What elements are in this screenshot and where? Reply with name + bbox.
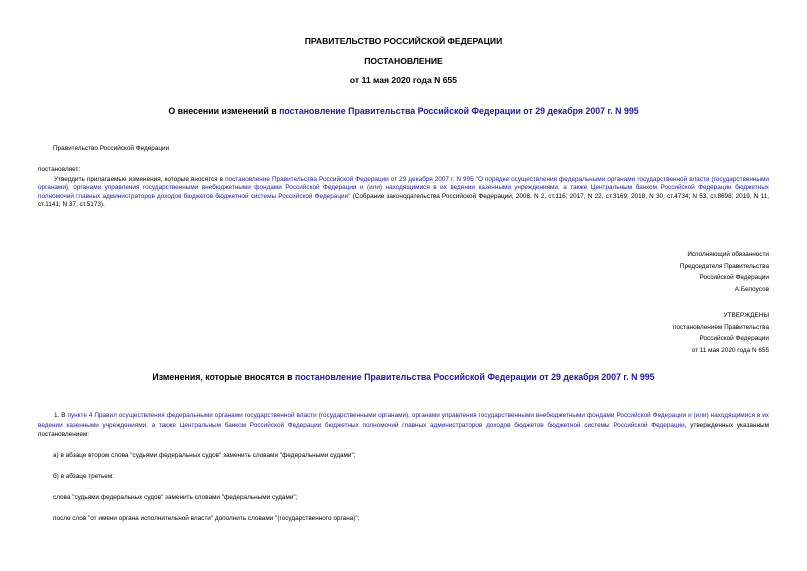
change-item-1-text-a: 1. В bbox=[54, 412, 68, 419]
change-sub-a: а) в абзаце втором слова "судьями федеральных судов" заменить словами "федеральными судами"; bbox=[53, 452, 356, 459]
resolves-text: постановляет: bbox=[38, 166, 81, 173]
government-heading: ПРАВИТЕЛЬСТВО РОССИЙСКОЙ ФЕДЕРАЦИИ bbox=[304, 36, 503, 46]
signature-line-1: Исполняющий обязанности bbox=[687, 251, 769, 258]
issuer-text: Правительство Российской Федерации bbox=[53, 145, 170, 152]
change-sub-b: б) в абзаце третьем: bbox=[53, 473, 115, 480]
resolution-text-a: Утвердить прилагаемые изменения, которые вносятся в bbox=[54, 176, 226, 183]
resolution-text-b: (Собрание законодательства Российской Федерации, 2008, N 2, ст.116; 2017, N 22, ст.3169; 2018, N 30, ст.4734; N 53, ст.8698; 2019, N 11, ст.1141; N 37, ст.5173). bbox=[38, 192, 769, 209]
approved-line-3: Российской Федерации bbox=[699, 335, 769, 342]
change-sub-b1: слова "судьями федеральных судов" заменить словами "федеральными судами"; bbox=[53, 494, 298, 501]
signature-block bbox=[560, 249, 769, 295]
approved-block bbox=[560, 310, 769, 356]
signature-line-2: Председателя Правительства bbox=[679, 262, 769, 270]
changes-title-prefix: Изменения, которые вносятся в bbox=[152, 372, 295, 382]
document-type: ПОСТАНОВЛЕНИЕ bbox=[364, 56, 443, 66]
changes-title bbox=[0, 372, 807, 382]
change-item-1-link[interactable]: пункте 4 Правил осуществления федеральными органами государственной власти (государственными органами), органами управления государственными внебюджетными фондами Российской Федерации и (или) находящимися в их ведении казенными учреждениями, а также Центральным банком Российской Федерации бюджетных полномочий главных администраторов доходов бюджетов бюджетной системы Российской Федерации bbox=[38, 412, 769, 429]
change-sub-b2: после слов "от имени органа исполнительной власти" дополнить словами "(государственного органа)"; bbox=[53, 515, 360, 522]
resolution-paragraph bbox=[38, 176, 769, 210]
document-title-prefix: О внесении изменений в bbox=[168, 106, 280, 116]
approved-line-2: постановлением Правительства bbox=[673, 323, 769, 331]
change-item-1-text-b: , утвержденных указанным постановлением: bbox=[38, 421, 769, 439]
document-date-number: от 11 мая 2020 года N 655 bbox=[349, 75, 458, 85]
signature-line-3: Российской Федерации bbox=[699, 274, 769, 281]
document-title bbox=[0, 106, 807, 116]
approved-line-1: УТВЕРЖДЕНЫ bbox=[723, 312, 769, 319]
change-item-1 bbox=[38, 411, 769, 440]
approved-line-4: от 11 мая 2020 года N 655 bbox=[691, 346, 769, 354]
resolution-link[interactable]: постановление Правительства Российской Федерации от 29 декабря 2007 г. N 995 "О порядке осуществления федеральными органами государственной власти (государственными органами), органами управления государственными внебюджетными фондами Российской Федерации и (или) находящимися в их ведении казенными учреждениями, а также Центральным банком Российской Федерации бюджетных полномочий главных администраторов доходов бюджетов бюджетной системы Российской Федерации" bbox=[38, 176, 769, 200]
changes-title-link[interactable]: постановление Правительства Российской Федерации от 29 декабря 2007 г. N 995 bbox=[295, 372, 655, 382]
document-title-link[interactable]: постановление Правительства Российской Федерации от 29 декабря 2007 г. N 995 bbox=[279, 106, 639, 116]
signature-name: А.Белоусов bbox=[734, 285, 769, 293]
